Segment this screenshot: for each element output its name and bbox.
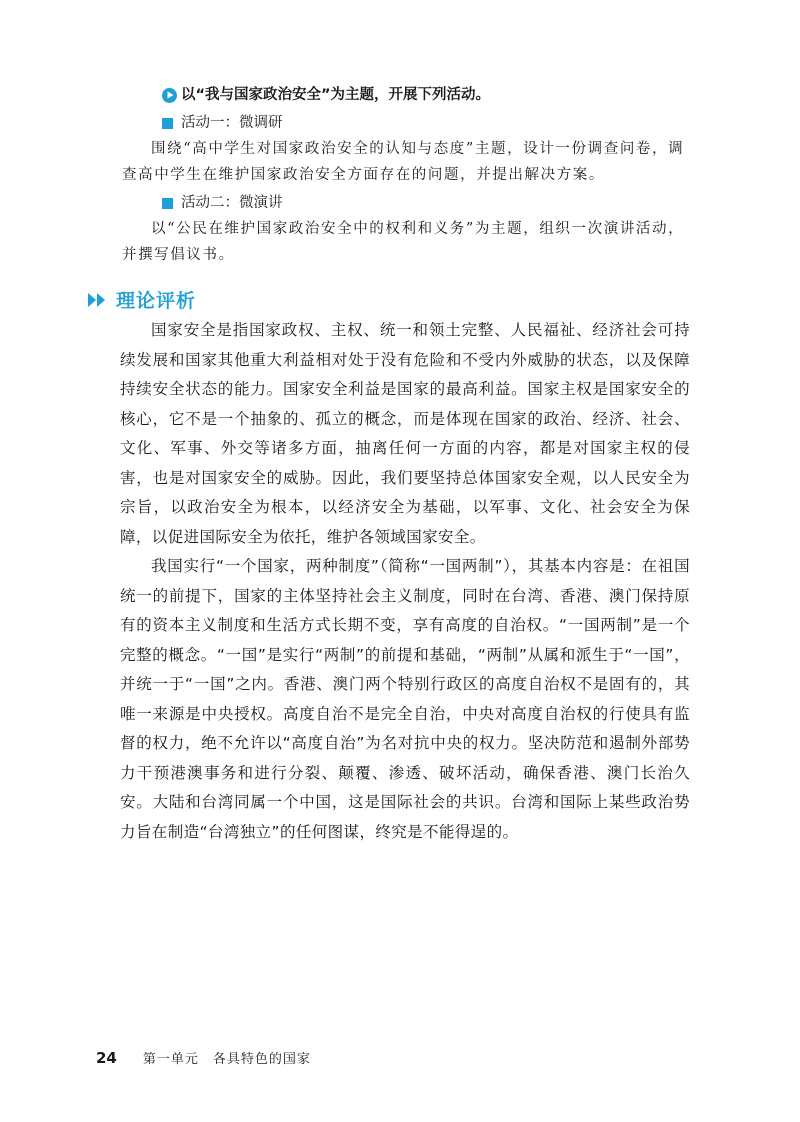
chapter-label bbox=[143, 1048, 311, 1067]
activity-intro-text: 以“我与国家政治安全”为主题，开展下列活动。 bbox=[181, 87, 491, 103]
section-title: 理论评析 bbox=[116, 290, 197, 312]
page-number: 24 bbox=[96, 1049, 117, 1067]
square-bullet-icon bbox=[162, 198, 173, 209]
activity-two-title-text: 活动二：微演讲 bbox=[181, 195, 283, 211]
activity-one-title bbox=[162, 110, 690, 136]
paragraph-one-country-two-systems: 我国实行“一个国家，两种制度”（简称“一国两制”），其基本内容是：在祖国统一的前提下，国家的主体坚持社会主义制度，同时在台湾、香港、澳门保持原有的资本主义制度和生活方式长期不变，享有高度的自治权。“一国两制”是一个完整的概念。“一国”是实行“两制”的前提和基础，“两制”从属和派生于“一国”，并统一于“一国”之内。香港、澳门两个特别行政区的高度自治权不是固有的，其唯一来源是中央授权。高度自治不是完全自治，中央对高度自治权的行使具有监督的权力，绝不允许以“高度自治”为名对抗中央的权力。坚决防范和遏制外部势力干预港澳事务和进行分裂、颠覆、渗透、破坏活动，确保香港、澳门长治久安。大陆和台湾同属一个中国，这是国际社会的共识。台湾和国际上某些政治势力旨在制造“台湾独立”的任何图谋，终究是不能得逞的。 bbox=[120, 557, 690, 841]
activity-one-title-text: 活动一：微调研 bbox=[181, 115, 283, 131]
activity-box bbox=[120, 82, 690, 268]
section-body bbox=[120, 316, 690, 847]
activity-two-title bbox=[162, 190, 690, 216]
double-arrow-icon bbox=[88, 293, 106, 307]
activity-intro bbox=[162, 82, 690, 108]
square-bullet-icon bbox=[162, 118, 173, 129]
activity-one-text: 围绕“高中学生对国家政治安全的认知与态度”主题，设计一份调查问卷，调查高中学生在维护国家政治安全方面存在的问题，并提出解决方案。 bbox=[122, 141, 685, 183]
page-footer bbox=[96, 1048, 311, 1067]
activity-two-text: 以“公民在维护国家政治安全中的权利和义务”为主题，组织一次演讲活动，并撰写倡议书。 bbox=[122, 221, 685, 263]
section-heading bbox=[88, 286, 196, 313]
unit-title: 各具特色的国家 bbox=[212, 1052, 311, 1067]
paragraph-national-security: 国家安全是指国家政权、主权、统一和领土完整、人民福祉、经济社会可持续发展和国家其他重大利益相对处于没有危险和不受内外威胁的状态，以及保障持续安全状态的能力。国家安全利益是国家的最高利益。国家主权是国家安全的核心，它不是一个抽象的、孤立的概念，而是体现在国家的政治、经济、社会、文化、军事、外交等诸多方面，抽离任何一方面的内容，都是对国家主权的侵害，也是对国家安全的威胁。因此，我们要坚持总体国家安全观，以人民安全为宗旨，以政治安全为根本，以经济安全为基础，以军事、文化、社会安全为保障，以促进国际安全为依托，维护各领域国家安全。 bbox=[120, 321, 690, 546]
unit-label: 第一单元 bbox=[142, 1052, 199, 1067]
play-icon bbox=[162, 88, 177, 103]
